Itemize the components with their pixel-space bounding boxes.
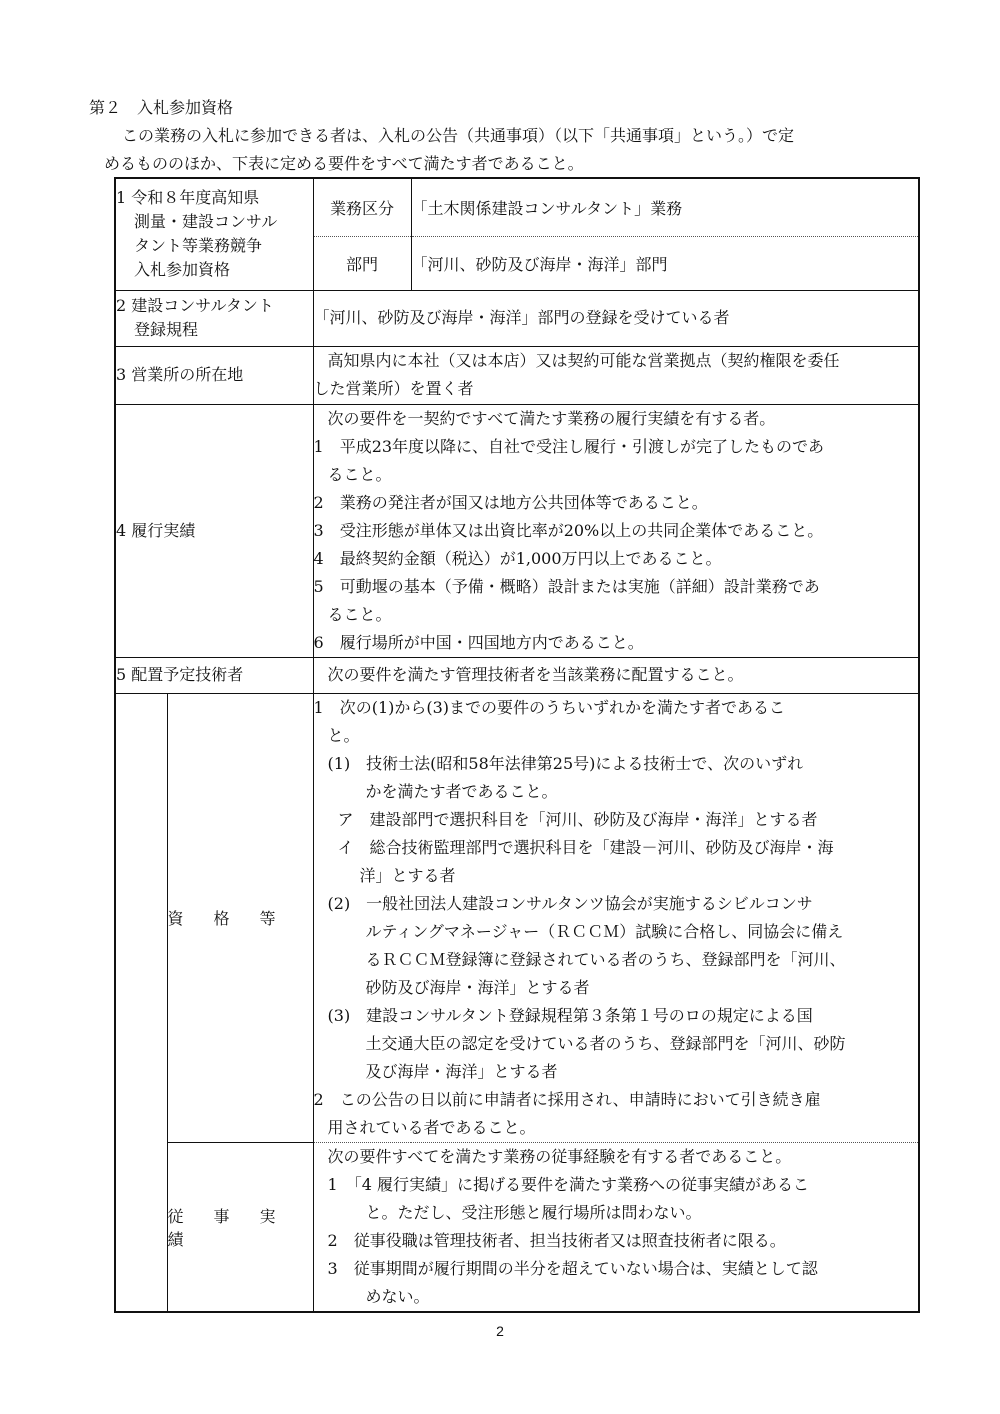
row2-heading xyxy=(115,290,313,346)
qualification-line: かを満たす者であること。 xyxy=(365,781,558,801)
row1-heading-line: 入札参加資格 xyxy=(134,260,231,280)
requirements-table xyxy=(114,177,920,1313)
qualification-line: (3) 建設コンサルタント登録規程第３条第１号のロの規定による国 xyxy=(327,1005,813,1025)
qualification-line: 用されている者であること。 xyxy=(327,1117,536,1137)
qualification-line: ルティングマネージャー（ＲＣＣＭ）試験に合格し、同協会に備え xyxy=(365,921,844,941)
row4-line: 4 最終契約金額（税込）が1,000万円以上であること。 xyxy=(313,548,722,568)
row4-heading: 4 履行実績 xyxy=(115,404,313,657)
intro-paragraph xyxy=(89,122,919,178)
row4-line: ること。 xyxy=(327,604,392,624)
row4-line: 3 受注形態が単体又は出資比率が20%以上の共同企業体であること。 xyxy=(313,520,824,540)
row3-line: した営業所）を置く者 xyxy=(313,379,474,398)
qualification-line: 2 この公告の日以前に申請者に採用され、申請時において引き続き雇 xyxy=(313,1089,821,1109)
experience-line: 2 従事役職は管理技術者、担当技術者又は照査技術者に限る。 xyxy=(327,1230,786,1250)
intro-line: この業務の入札に参加できる者は、入札の公告（共通事項）（以下「共通事項」という。）で定 xyxy=(122,126,795,145)
business-category-label: 業務区分 xyxy=(313,178,411,236)
row4-line: 1 平成23年度以降に、自社で受注し履行・引渡しが完了したものであ xyxy=(313,436,825,456)
qualifications-label: 資格等 xyxy=(167,693,313,1142)
qualification-line: るＲＣＣＭ登録簿に登録されている者のうち、登録部門を「河川、 xyxy=(365,949,846,969)
row1-heading-line: タント等業務競争 xyxy=(134,236,263,256)
row3-line: 高知県内に本社（又は本店）又は契約可能な営業拠点（契約権限を委任 xyxy=(327,351,840,370)
qualification-line: 洋」とする者 xyxy=(359,865,456,885)
row4-value xyxy=(313,404,919,657)
row1-heading xyxy=(115,178,313,290)
experience-line: 1 「4 履行実績」に掲げる要件を満たす業務への従事実績があるこ xyxy=(327,1174,809,1194)
experience-line: と。ただし、受注形態と履行場所は問わない。 xyxy=(365,1202,702,1222)
row5-heading: 5 配置予定技術者 xyxy=(115,657,313,693)
division-label: 部門 xyxy=(313,236,411,290)
row1-heading-line: 1 令和８年度高知県 xyxy=(116,188,260,208)
experience-label: 従事実績 xyxy=(167,1142,313,1312)
qualification-line: と。 xyxy=(327,725,360,745)
qualification-line: 砂防及び海岸・海洋」とする者 xyxy=(365,977,590,997)
row1-heading-line: 測量・建設コンサル xyxy=(134,212,278,232)
row4-line: ること。 xyxy=(327,464,392,484)
row3-heading: 3 営業所の所在地 xyxy=(115,346,313,404)
page-number: 2 xyxy=(496,1323,504,1339)
intro-line: めるもののほか、下表に定める要件をすべて満たす者であること。 xyxy=(104,154,584,173)
row5-value xyxy=(313,657,919,693)
row4-line: 6 履行場所が中国・四国地方内であること。 xyxy=(313,632,644,652)
row2-value: 「河川、砂防及び海岸・海洋」部門の登録を受けている者 xyxy=(313,290,919,346)
qualification-line: 1 次の(1)から(3)までの要件のうちいずれかを満たす者であるこ xyxy=(313,697,786,717)
row5-line: 次の要件を満たす管理技術者を当該業務に配置すること。 xyxy=(327,665,744,684)
row5-indent-cell xyxy=(115,693,167,1312)
row3-value xyxy=(313,346,919,404)
experience-line: 3 従事期間が履行期間の半分を超えていない場合は、実績として認 xyxy=(327,1258,818,1278)
division-value: 「河川、砂防及び海岸・海洋」部門 xyxy=(411,236,919,290)
section-heading: 第２ 入札参加資格 xyxy=(89,98,234,117)
row2-heading-line: 登録規程 xyxy=(134,320,199,339)
qualifications-value xyxy=(313,693,919,1142)
qualification-line: (1) 技術士法(昭和58年法律第25号)による技術士で、次のいずれ xyxy=(327,753,804,773)
experience-line: めない。 xyxy=(365,1286,430,1306)
experience-line: 次の要件すべてを満たす業務の従事経験を有する者であること。 xyxy=(327,1146,792,1166)
row2-heading-line: 2 建設コンサルタント xyxy=(116,296,274,315)
qualification-line: イ 総合技術監理部門で選択科目を「建設－河川、砂防及び海岸・海 xyxy=(337,837,834,857)
experience-value xyxy=(313,1142,919,1312)
qualification-line: ア 建設部門で選択科目を「河川、砂防及び海岸・海洋」とする者 xyxy=(337,809,818,829)
qualification-line: 及び海岸・海洋」とする者 xyxy=(365,1061,558,1081)
row4-line: 次の要件を一契約ですべて満たす業務の履行実績を有する者。 xyxy=(327,408,776,428)
business-category-value: 「土木関係建設コンサルタント」業務 xyxy=(411,178,919,236)
row4-line: 5 可動堰の基本（予備・概略）設計または実施（詳細）設計業務であ xyxy=(313,576,820,596)
qualification-line: 土交通大臣の認定を受けている者のうち、登録部門を「河川、砂防 xyxy=(365,1033,846,1053)
row4-line: 2 業務の発注者が国又は地方公共団体等であること。 xyxy=(313,492,708,512)
qualification-line: (2) 一般社団法人建設コンサルタンツ協会が実施するシビルコンサ xyxy=(327,893,813,913)
